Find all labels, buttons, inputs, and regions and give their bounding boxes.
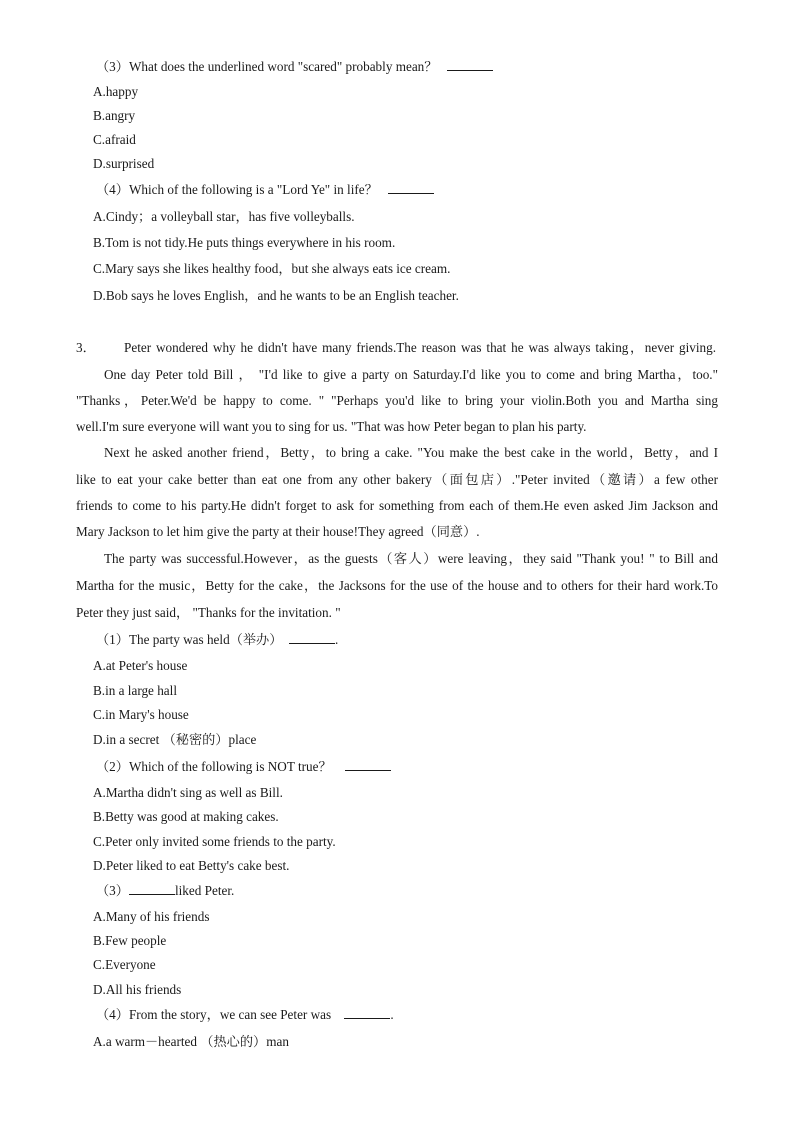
option-b: B.Betty was good at making cakes. (93, 809, 279, 824)
passage-line: friends to come to his party.He didn't forget to ask for something from each of them.He even asked Jim Jackson and (76, 498, 718, 513)
answer-blank (289, 631, 335, 644)
answer-blank (129, 882, 175, 895)
passage-line: One day Peter told Bill ， "I'd like to give a party on Saturday.I'd like you to come and bring Martha，too." (104, 367, 718, 382)
passage-line: Peter wondered why he didn't have many friends.The reason was that he was always taking，never giving. (124, 340, 716, 355)
question-text: （1）The party was held（举办） (96, 632, 283, 647)
question-number: 3． (76, 340, 96, 355)
option-a: A.Cindy；a volleyball star，has five volleyballs. (93, 209, 355, 224)
option-a: A.Many of his friends (93, 909, 210, 924)
option-a: A.a warm－hearted （热心的）man (93, 1034, 289, 1049)
option-d: D.Bob says he loves English，and he wants to be an English teacher. (93, 288, 459, 303)
question-q3-2 (96, 758, 391, 776)
question-text: （3）What does the underlined word "scared" probably mean？ (96, 59, 438, 74)
passage-line: The party was successful.However，as the guests（客人）were leaving，they said "Thank you! " to Bill and (104, 551, 718, 566)
answer-blank (388, 181, 434, 194)
option-c: C.in Mary's house (93, 707, 189, 722)
question-q3-4 (96, 1006, 394, 1024)
option-c: C.Peter only invited some friends to the party. (93, 834, 336, 849)
passage-line: Peter they just said， "Thanks for the invitation. " (76, 605, 341, 620)
answer-blank (345, 758, 391, 771)
option-b: B.in a large hall (93, 683, 177, 698)
option-d: D.Peter liked to eat Betty's cake best. (93, 858, 290, 873)
passage-line: Mary Jackson to let him give the party at their house!They agreed（同意）. (76, 524, 480, 539)
question-end: . (335, 632, 339, 647)
option-c: C.Everyone (93, 957, 156, 972)
option-a: A.Martha didn't sing as well as Bill. (93, 785, 283, 800)
option-b: B.Few people (93, 933, 167, 948)
option-d: D.surprised (93, 156, 155, 171)
question-start: （3） (96, 883, 129, 898)
passage-line: "Thanks，Peter.We'd be happy to come. " "Perhaps you'd like to bring your violin.Both you and Martha sing (76, 393, 718, 408)
question-text: （4）Which of the following is a "Lord Ye" in life？ (96, 182, 378, 197)
option-b: B.angry (93, 108, 136, 123)
question-q3-3 (96, 882, 234, 900)
passage-line: Next he asked another friend，Betty，to bring a cake. "You make the best cake in the world，Betty，and I (104, 445, 718, 460)
answer-blank (447, 58, 493, 71)
question-q3-1 (96, 631, 338, 649)
question-end: liked Peter. (174, 883, 235, 898)
question-end: . (390, 1007, 394, 1022)
option-b: B.Tom is not tidy.He puts things everywhere in his room. (93, 235, 396, 250)
passage-line: Martha for the music，Betty for the cake，the Jacksons for the use of the house and to others for their hard work.To (76, 578, 718, 593)
answer-blank (344, 1006, 390, 1019)
question-q2-3 (96, 58, 493, 76)
option-a: A.happy (93, 84, 139, 99)
option-c: C.Mary says she likes healthy food，but she always eats ice cream. (93, 261, 451, 276)
passage-line: well.I'm sure everyone will want you to sing for us. "That was how Peter began to plan his party. (76, 419, 587, 434)
option-d: D.All his friends (93, 982, 182, 997)
passage-line: like to eat your cake better than eat one from any other bakery（面包店）."Peter invited（邀请）a few other (76, 472, 718, 487)
option-c: C.afraid (93, 132, 136, 147)
question-text: （2）Which of the following is NOT true？ (96, 759, 332, 774)
question-q2-4 (96, 181, 434, 199)
option-a: A.at Peter's house (93, 658, 188, 673)
option-d: D.in a secret （秘密的）place (93, 732, 257, 747)
question-text: （4）From the story，we can see Peter was (96, 1007, 332, 1022)
